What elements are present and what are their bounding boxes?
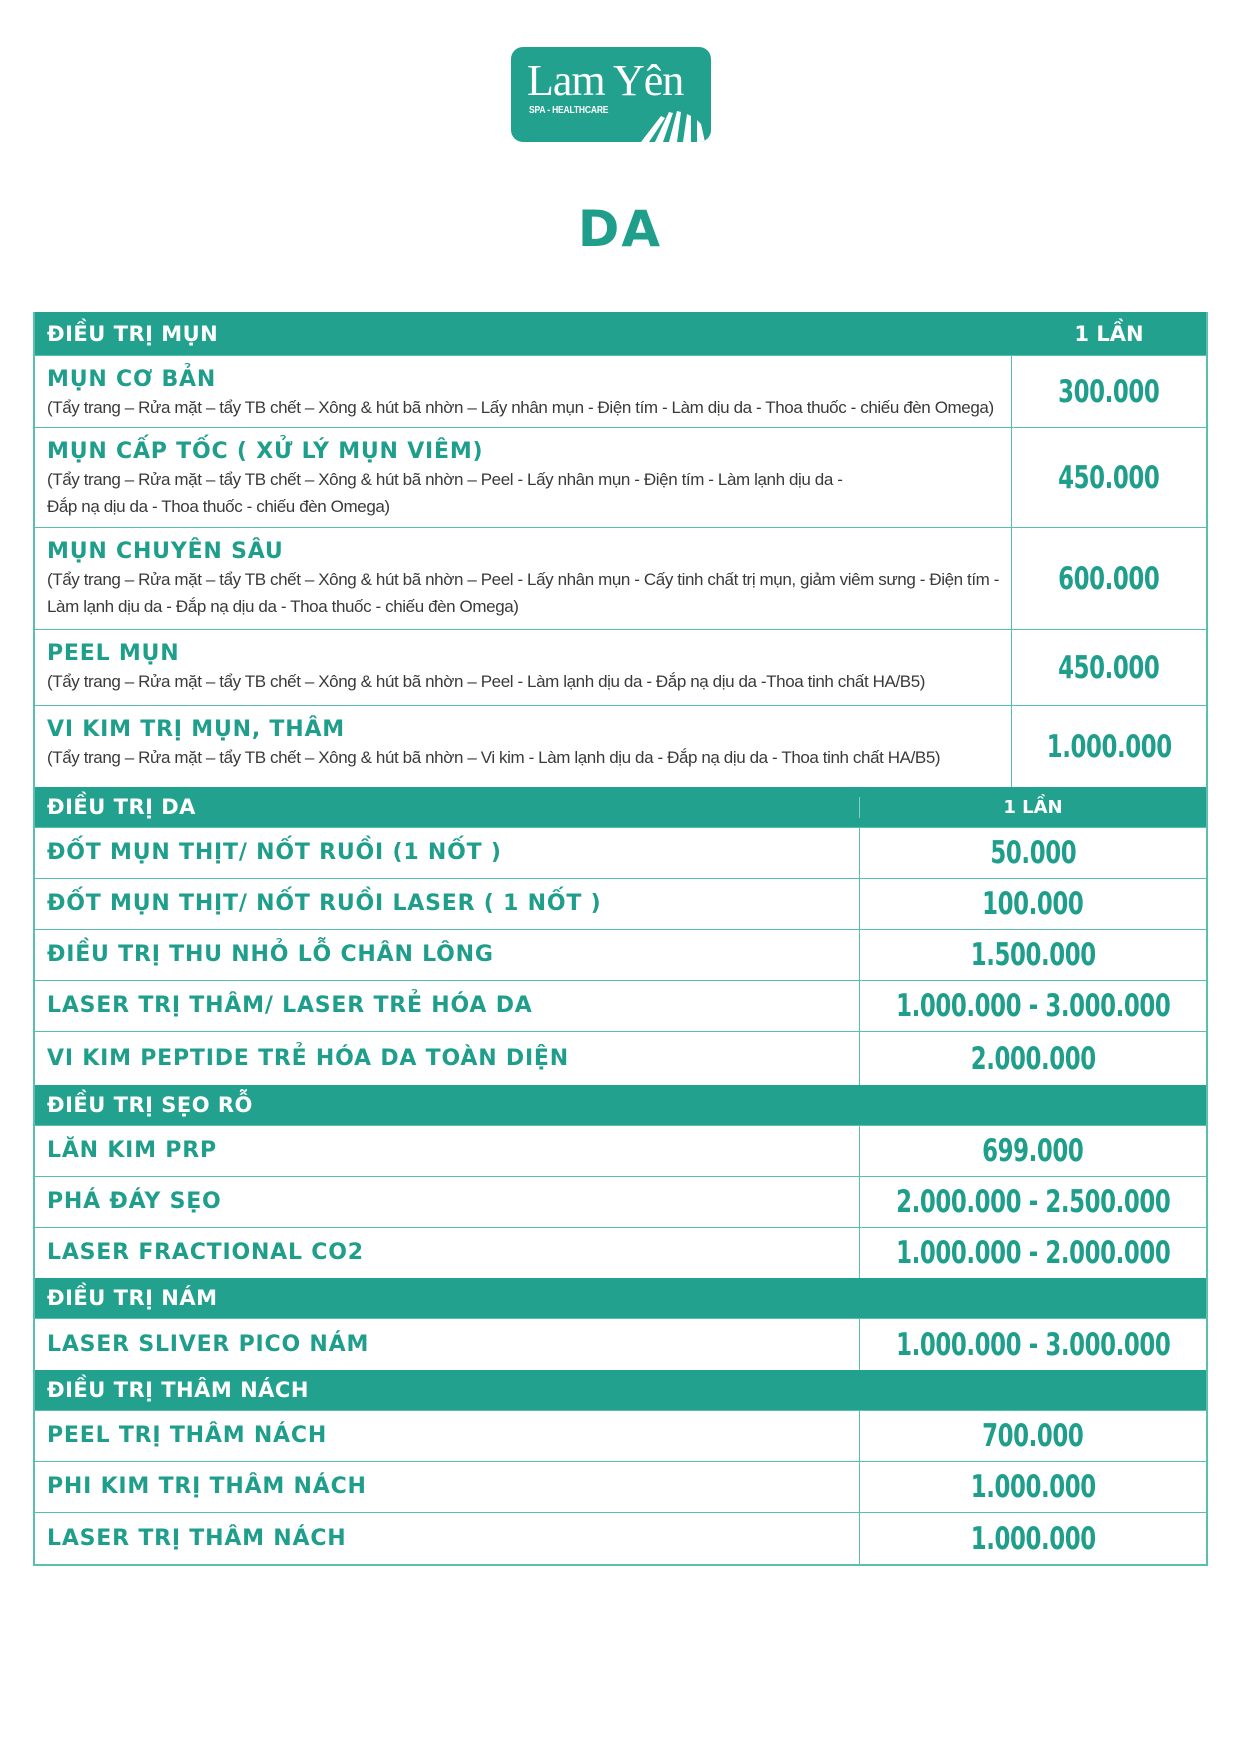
service-price: 1.000.000: [1046, 728, 1172, 765]
service-price: 1.000.000 - 3.000.000: [895, 1326, 1171, 1363]
service-row: [35, 1176, 1206, 1227]
service-row: [35, 629, 1206, 705]
service-price: 50.000: [990, 835, 1076, 871]
service-row: [35, 355, 1206, 427]
service-row: [35, 1461, 1206, 1512]
section-header: [35, 1085, 1206, 1125]
service-name: LASER TRỊ THÂM NÁCH: [47, 1525, 347, 1551]
service-description: (Tẩy trang – Rửa mặt – tẩy TB chết – Xông & hút bã nhờn – Peel - Làm lạnh dịu da - Đắp nạ dịu da -Thoa tinh chất HA/B5): [47, 672, 926, 691]
service-name: LASER TRỊ THÂM/ LASER TRẺ HÓA DA: [47, 993, 533, 1018]
service-description: (Tẩy trang – Rửa mặt – tẩy TB chết – Xông & hút bã nhờn – Peel - Lấy nhân mụn - Điện tím - Làm lạnh dịu da - Đắp nạ dịu da - Thoa thuốc - chiếu đèn Omega): [47, 470, 843, 516]
service-name: PEEL TRỊ THÂM NÁCH: [47, 1423, 328, 1448]
service-name: ĐỐT MỤN THỊT/ NỐT RUỒI (1 NỐT ): [47, 840, 502, 865]
service-row: [35, 827, 1206, 878]
service-price: 450.000: [1058, 649, 1160, 686]
section-title: ĐIỀU TRỊ THÂM NÁCH: [47, 1378, 309, 1402]
section-header: [35, 312, 1206, 355]
service-row: [35, 527, 1206, 629]
service-name: PEEL MỤN: [47, 641, 180, 666]
service-name: VI KIM TRỊ MỤN, THÂM: [47, 717, 345, 742]
service-name: MỤN CƠ BẢN: [47, 367, 217, 392]
service-row: [35, 1512, 1206, 1564]
service-price: 699.000: [982, 1133, 1084, 1169]
service-row: [35, 1318, 1206, 1370]
section-title: ĐIỀU TRỊ SẸO RỖ: [47, 1093, 253, 1117]
service-price: 450.000: [1058, 459, 1160, 496]
brand-tagline: SPA - HEALTHCARE: [529, 105, 609, 116]
service-price: 700.000: [982, 1418, 1084, 1454]
service-description: (Tẩy trang – Rửa mặt – tẩy TB chết – Xông & hút bã nhờn – Vi kim - Làm lạnh dịu da - Đắp nạ dịu da - Thoa tinh chất HA/B5): [47, 748, 941, 767]
unit-label: 1 LẦN: [1074, 321, 1144, 346]
service-price: 1.500.000: [970, 937, 1096, 973]
service-row: [35, 1031, 1206, 1085]
service-name: ĐIỀU TRỊ THU NHỎ LỖ CHÂN LÔNG: [47, 942, 494, 967]
service-price: 2.000.000: [970, 1040, 1096, 1077]
section-title: ĐIỀU TRỊ MỤN: [47, 321, 219, 346]
section-title: ĐIỀU TRỊ DA: [47, 795, 196, 819]
brand-logo: [511, 47, 711, 142]
section-header: [35, 1370, 1206, 1410]
service-row: [35, 980, 1206, 1031]
service-name: VI KIM PEPTIDE TRẺ HÓA DA TOÀN DIỆN: [47, 1045, 569, 1071]
service-description: (Tẩy trang – Rửa mặt – tẩy TB chết – Xông & hút bã nhờn – Peel - Lấy nhân mụn - Cấy tinh chất trị mụn, giảm viêm sưng - Điện tím - Làm lạnh dịu da - Đắp nạ dịu da - Thoa thuốc - chiếu đèn Omega): [47, 570, 999, 616]
lotus-icon: [631, 102, 711, 142]
unit-label: 1 LẦN: [1003, 796, 1063, 818]
section-header: [35, 787, 1206, 827]
service-name: ĐỐT MỤN THỊT/ NỐT RUỒI LASER ( 1 NỐT ): [47, 891, 602, 916]
service-row: [35, 878, 1206, 929]
service-price: 1.000.000 - 2.000.000: [895, 1235, 1171, 1271]
section-header: [35, 1278, 1206, 1318]
service-name: MỤN CHUYÊN SÂU: [47, 539, 284, 564]
service-price: 300.000: [1058, 373, 1160, 410]
service-name: LASER FRACTIONAL CO2: [47, 1240, 364, 1265]
service-price: 1.000.000: [970, 1520, 1096, 1557]
service-price: 600.000: [1058, 560, 1160, 597]
service-name: MỤN CẤP TỐC ( XỬ LÝ MỤN VIÊM): [47, 439, 484, 464]
service-name: LĂN KIM PRP: [47, 1138, 217, 1163]
service-price: 1.000.000 - 3.000.000: [895, 988, 1171, 1024]
service-row: [35, 1227, 1206, 1278]
price-table: [33, 312, 1208, 1566]
service-row: [35, 1410, 1206, 1461]
section-title: ĐIỀU TRỊ NÁM: [47, 1286, 218, 1310]
service-name: PHI KIM TRỊ THÂM NÁCH: [47, 1474, 367, 1499]
service-row: [35, 1125, 1206, 1176]
section-skin: [35, 787, 1206, 1564]
section-acne: [35, 312, 1206, 787]
service-row: [35, 929, 1206, 980]
brand-name: Lam Yên: [527, 56, 684, 105]
service-name: LASER SLIVER PICO NÁM: [47, 1331, 370, 1357]
service-price: 100.000: [982, 886, 1084, 922]
service-row: [35, 427, 1206, 527]
page-title: DA: [577, 200, 663, 258]
service-price: 1.000.000: [970, 1469, 1096, 1505]
service-row: [35, 705, 1206, 787]
service-description: (Tẩy trang – Rửa mặt – tẩy TB chết – Xông & hút bã nhờn – Lấy nhân mụn - Điện tím - Làm dịu da - Thoa thuốc - chiếu đèn Omega): [47, 398, 994, 417]
service-price: 2.000.000 - 2.500.000: [895, 1184, 1171, 1220]
service-name: PHÁ ĐÁY SẸO: [47, 1189, 222, 1214]
